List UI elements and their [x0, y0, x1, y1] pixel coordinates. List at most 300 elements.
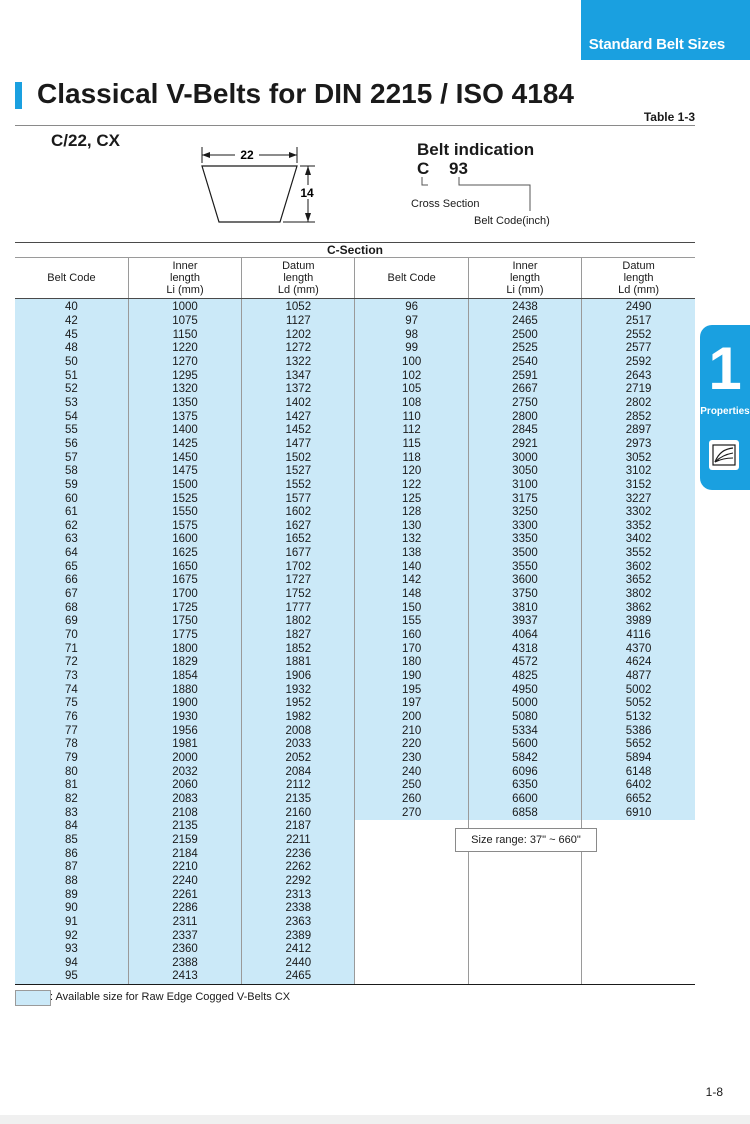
table-row — [15, 793, 695, 807]
page-number: 1-8 — [705, 1085, 723, 1099]
table-cell: 2052 — [242, 752, 355, 766]
table-cell: 2286 — [128, 902, 241, 916]
table-cell: 125 — [355, 492, 468, 506]
table-cell — [582, 929, 695, 943]
table-body — [15, 299, 695, 985]
table-row — [15, 861, 695, 875]
table-cell: 5002 — [582, 683, 695, 697]
table-row — [15, 451, 695, 465]
table-cell: 2465 — [242, 970, 355, 984]
page-title: Classical V-Belts for DIN 2215 / ISO 4184 — [37, 78, 574, 109]
table-cell: 58 — [15, 465, 128, 479]
table-cell — [355, 916, 468, 930]
belt-indication-title: Belt indication — [417, 140, 535, 159]
table-cell: 2337 — [128, 929, 241, 943]
table-cell: 122 — [355, 479, 468, 493]
column-header: Inner length Li (mm) — [468, 258, 581, 299]
indication-section-letter: C — [417, 159, 430, 178]
table-cell: 6148 — [582, 765, 695, 779]
table-cell: 2719 — [582, 383, 695, 397]
belt-size-table — [15, 242, 695, 985]
belt-code-caption: Belt Code(inch) — [474, 215, 550, 227]
table-cell: 2517 — [582, 315, 695, 329]
table-cell: 97 — [355, 315, 468, 329]
table-cell: 1900 — [128, 697, 241, 711]
table-cell: 2240 — [128, 875, 241, 889]
table-row — [15, 369, 695, 383]
table-cell: 2412 — [242, 943, 355, 957]
table-row — [15, 547, 695, 561]
table-cell — [468, 957, 581, 971]
table-cell: 77 — [15, 724, 128, 738]
table-cell: 78 — [15, 738, 128, 752]
table-cell: 2033 — [242, 738, 355, 752]
table-cell: 55 — [15, 424, 128, 438]
table-row — [15, 683, 695, 697]
table-cell: 220 — [355, 738, 468, 752]
table-cell: 88 — [15, 875, 128, 889]
table-row — [15, 642, 695, 656]
header-banner — [581, 0, 750, 60]
banner-title: Standard Belt Sizes — [588, 36, 725, 53]
table-cell: 1270 — [128, 356, 241, 370]
table-cell: 4318 — [468, 642, 581, 656]
table-cell: 2000 — [128, 752, 241, 766]
table-cell: 1552 — [242, 479, 355, 493]
table-cell: 2921 — [468, 438, 581, 452]
belt-cross-section-diagram — [195, 145, 325, 230]
table-cell — [468, 929, 581, 943]
table-cell: 270 — [355, 806, 468, 820]
table-cell: 3000 — [468, 451, 581, 465]
table-row — [15, 424, 695, 438]
table-cell: 2211 — [242, 834, 355, 848]
table-cell: 1602 — [242, 506, 355, 520]
table-cell: 5000 — [468, 697, 581, 711]
table-cell: 4116 — [582, 629, 695, 643]
table-cell: 1956 — [128, 724, 241, 738]
table-cell: 1000 — [128, 299, 241, 315]
table-cell: 2210 — [128, 861, 241, 875]
table-cell: 1400 — [128, 424, 241, 438]
table-cell: 6858 — [468, 806, 581, 820]
table-cell: 3050 — [468, 465, 581, 479]
table-cell: 3802 — [582, 588, 695, 602]
table-cell: 1202 — [242, 328, 355, 342]
table-cell: 3652 — [582, 574, 695, 588]
table-cell: 65 — [15, 560, 128, 574]
table-cell: 190 — [355, 670, 468, 684]
size-range-note: Size range: 37" ~ 660" — [455, 828, 597, 852]
table-cell: 3810 — [468, 601, 581, 615]
table-row — [15, 520, 695, 534]
table-cell: 4950 — [468, 683, 581, 697]
table-cell: 90 — [15, 902, 128, 916]
table-cell: 76 — [15, 711, 128, 725]
chapter-label: Properties — [700, 406, 750, 417]
table-cell: 1372 — [242, 383, 355, 397]
table-cell: 2236 — [242, 847, 355, 861]
table-cell: 1475 — [128, 465, 241, 479]
table-cell: 1295 — [128, 369, 241, 383]
table-cell: 2852 — [582, 410, 695, 424]
table-row — [15, 738, 695, 752]
table-cell: 2008 — [242, 724, 355, 738]
table-cell: 2845 — [468, 424, 581, 438]
table-cell: 75 — [15, 697, 128, 711]
chapter-number: 1 — [708, 335, 742, 402]
table-cell: 3937 — [468, 615, 581, 629]
table-number: Table 1-3 — [643, 110, 695, 124]
column-header: Belt Code — [15, 258, 128, 299]
table-row — [15, 711, 695, 725]
table-cell: 4825 — [468, 670, 581, 684]
table-cell: 62 — [15, 520, 128, 534]
table-row — [15, 560, 695, 574]
cross-section-caption: Cross Section — [411, 198, 480, 210]
table-cell: 52 — [15, 383, 128, 397]
column-header: Belt Code — [355, 258, 468, 299]
table-row — [15, 670, 695, 684]
table-cell: 2389 — [242, 929, 355, 943]
table-cell: 2438 — [468, 299, 581, 315]
table-cell — [582, 902, 695, 916]
table-header-row — [15, 258, 695, 299]
table-cell: 155 — [355, 615, 468, 629]
table-cell: 67 — [15, 588, 128, 602]
table-cell: 71 — [15, 642, 128, 656]
title-accent-bar — [15, 82, 22, 109]
chart-icon — [709, 440, 739, 470]
table-cell: 2292 — [242, 875, 355, 889]
table-cell: 1272 — [242, 342, 355, 356]
table-row — [15, 929, 695, 943]
table-cell: 1322 — [242, 356, 355, 370]
table-row — [15, 752, 695, 766]
table-cell: 118 — [355, 451, 468, 465]
footer-band — [0, 1115, 750, 1124]
table-row — [15, 601, 695, 615]
table-cell: 2338 — [242, 902, 355, 916]
table-cell: 120 — [355, 465, 468, 479]
table-cell: 180 — [355, 656, 468, 670]
table-cell: 51 — [15, 369, 128, 383]
table-cell: 1350 — [128, 397, 241, 411]
table-cell: 2897 — [582, 424, 695, 438]
table-cell: 1450 — [128, 451, 241, 465]
table-row — [15, 410, 695, 424]
table-cell: 1625 — [128, 547, 241, 561]
table-cell — [468, 875, 581, 889]
table-cell: 132 — [355, 533, 468, 547]
table-cell: 53 — [15, 397, 128, 411]
table-row — [15, 574, 695, 588]
table-cell: 3052 — [582, 451, 695, 465]
table-cell: 99 — [355, 342, 468, 356]
table-cell: 2112 — [242, 779, 355, 793]
table-row — [15, 356, 695, 370]
table-cell: 1375 — [128, 410, 241, 424]
table-row — [15, 588, 695, 602]
table-cell: 1075 — [128, 315, 241, 329]
table-cell: 3550 — [468, 560, 581, 574]
table-cell: 96 — [355, 299, 468, 315]
table-cell: 79 — [15, 752, 128, 766]
table-row — [15, 656, 695, 670]
table-cell: 2135 — [128, 820, 241, 834]
column-header: Datum length Ld (mm) — [242, 258, 355, 299]
indication-belt-number: 93 — [449, 159, 468, 178]
table-cell — [582, 847, 695, 861]
table-cell — [355, 929, 468, 943]
table-cell: 6350 — [468, 779, 581, 793]
table-cell: 1880 — [128, 683, 241, 697]
table-cell — [468, 943, 581, 957]
table-row — [15, 943, 695, 957]
table-row — [15, 299, 695, 315]
table-cell: 1347 — [242, 369, 355, 383]
table-section-title: C-Section — [15, 243, 695, 258]
table-cell: 54 — [15, 410, 128, 424]
table-cell: 94 — [15, 957, 128, 971]
table-cell: 6600 — [468, 793, 581, 807]
table-cell: 1752 — [242, 588, 355, 602]
table-row — [15, 724, 695, 738]
table-cell: 50 — [15, 356, 128, 370]
table-cell: 60 — [15, 492, 128, 506]
table-cell: 1829 — [128, 656, 241, 670]
table-cell: 40 — [15, 299, 128, 315]
section-name: C/22, CX — [51, 131, 120, 150]
table-cell: 112 — [355, 424, 468, 438]
table-cell: 1854 — [128, 670, 241, 684]
table-cell: 5080 — [468, 711, 581, 725]
title-divider — [15, 125, 695, 126]
table-row — [15, 342, 695, 356]
table-cell: 2388 — [128, 957, 241, 971]
table-cell: 1725 — [128, 601, 241, 615]
table-cell: 1502 — [242, 451, 355, 465]
table-cell: 1627 — [242, 520, 355, 534]
table-cell: 1952 — [242, 697, 355, 711]
table-cell — [355, 957, 468, 971]
table-cell: 6910 — [582, 806, 695, 820]
table-row — [15, 697, 695, 711]
table-cell: 115 — [355, 438, 468, 452]
table-cell: 100 — [355, 356, 468, 370]
table-cell — [582, 834, 695, 848]
table-row — [15, 397, 695, 411]
table-cell: 3750 — [468, 588, 581, 602]
column-header: Datum length Ld (mm) — [582, 258, 695, 299]
table-row — [15, 916, 695, 930]
table-cell: 1906 — [242, 670, 355, 684]
table-cell — [355, 861, 468, 875]
table-cell: 260 — [355, 793, 468, 807]
table-cell: 105 — [355, 383, 468, 397]
table-cell: 2160 — [242, 806, 355, 820]
table-cell: 1981 — [128, 738, 241, 752]
table-cell: 4572 — [468, 656, 581, 670]
table-cell: 3152 — [582, 479, 695, 493]
table-cell: 2667 — [468, 383, 581, 397]
table-row — [15, 438, 695, 452]
table-cell: 1750 — [128, 615, 241, 629]
table-cell: 3862 — [582, 601, 695, 615]
table-cell: 2465 — [468, 315, 581, 329]
table-cell: 1452 — [242, 424, 355, 438]
table-cell: 210 — [355, 724, 468, 738]
table-cell: 1677 — [242, 547, 355, 561]
table-cell: 1525 — [128, 492, 241, 506]
table-cell: 2591 — [468, 369, 581, 383]
table-row — [15, 806, 695, 820]
table-cell: 2184 — [128, 847, 241, 861]
table-cell: 2084 — [242, 765, 355, 779]
table-cell: 1575 — [128, 520, 241, 534]
column-header: Inner length Li (mm) — [128, 258, 241, 299]
table-cell: 3500 — [468, 547, 581, 561]
table-cell: 1220 — [128, 342, 241, 356]
table-cell: 2135 — [242, 793, 355, 807]
table-cell: 1150 — [128, 328, 241, 342]
table-cell: 1425 — [128, 438, 241, 452]
table-cell: 2083 — [128, 793, 241, 807]
table-cell: 4370 — [582, 642, 695, 656]
table-cell: 1802 — [242, 615, 355, 629]
table-cell: 128 — [355, 506, 468, 520]
table-cell: 200 — [355, 711, 468, 725]
table-cell: 84 — [15, 820, 128, 834]
table-cell: 2313 — [242, 888, 355, 902]
table-cell: 1852 — [242, 642, 355, 656]
table-cell — [582, 957, 695, 971]
table-cell: 2032 — [128, 765, 241, 779]
table-cell: 2750 — [468, 397, 581, 411]
table-cell: 92 — [15, 929, 128, 943]
table-cell: 1320 — [128, 383, 241, 397]
table-cell: 195 — [355, 683, 468, 697]
table-cell: 110 — [355, 410, 468, 424]
table-cell: 2363 — [242, 916, 355, 930]
table-cell: 1727 — [242, 574, 355, 588]
table-cell: 2311 — [128, 916, 241, 930]
table-row — [15, 875, 695, 889]
table-cell: 86 — [15, 847, 128, 861]
table-cell: 3250 — [468, 506, 581, 520]
table-cell: 1800 — [128, 642, 241, 656]
table-cell: 1932 — [242, 683, 355, 697]
table-cell: 5386 — [582, 724, 695, 738]
table-cell — [582, 875, 695, 889]
table-cell: 42 — [15, 315, 128, 329]
table-cell: 2802 — [582, 397, 695, 411]
chapter-tab[interactable] — [700, 325, 750, 490]
table-cell: 197 — [355, 697, 468, 711]
table-cell: 56 — [15, 438, 128, 452]
table-cell: 68 — [15, 601, 128, 615]
table-cell: 69 — [15, 615, 128, 629]
table-cell: 95 — [15, 970, 128, 984]
table-row — [15, 506, 695, 520]
table-cell: 3175 — [468, 492, 581, 506]
table-row — [15, 957, 695, 971]
table-cell: 2262 — [242, 861, 355, 875]
table-cell: 102 — [355, 369, 468, 383]
table-cell: 2577 — [582, 342, 695, 356]
table-cell — [468, 916, 581, 930]
table-cell: 142 — [355, 574, 468, 588]
table-cell: 4624 — [582, 656, 695, 670]
table-cell: 1052 — [242, 299, 355, 315]
table-cell: 2973 — [582, 438, 695, 452]
table-cell: 3100 — [468, 479, 581, 493]
table-cell: 2187 — [242, 820, 355, 834]
table-cell: 4064 — [468, 629, 581, 643]
table-cell: 2525 — [468, 342, 581, 356]
table-row — [15, 888, 695, 902]
table-cell: 57 — [15, 451, 128, 465]
table-cell — [468, 902, 581, 916]
table-cell: 73 — [15, 670, 128, 684]
table-cell: 3989 — [582, 615, 695, 629]
table-cell: 4877 — [582, 670, 695, 684]
table-cell — [582, 888, 695, 902]
table-cell: 1427 — [242, 410, 355, 424]
table-row — [15, 615, 695, 629]
table-cell: 1577 — [242, 492, 355, 506]
table-cell: 230 — [355, 752, 468, 766]
table-cell: 1881 — [242, 656, 355, 670]
table-cell: 5334 — [468, 724, 581, 738]
table-cell: 1650 — [128, 560, 241, 574]
table-cell: 6652 — [582, 793, 695, 807]
table-cell: 5652 — [582, 738, 695, 752]
table-cell: 1600 — [128, 533, 241, 547]
table-row — [15, 970, 695, 984]
table-cell: 2552 — [582, 328, 695, 342]
table-cell: 61 — [15, 506, 128, 520]
table-cell: 1982 — [242, 711, 355, 725]
table-cell: 93 — [15, 943, 128, 957]
table-cell: 2360 — [128, 943, 241, 957]
table-cell — [582, 861, 695, 875]
table-row — [15, 765, 695, 779]
table-cell: 2500 — [468, 328, 581, 342]
table-cell: 6402 — [582, 779, 695, 793]
table-cell: 70 — [15, 629, 128, 643]
table-cell — [355, 847, 468, 861]
table-cell — [582, 820, 695, 834]
table-cell: 250 — [355, 779, 468, 793]
table-cell: 5894 — [582, 752, 695, 766]
table-cell — [582, 916, 695, 930]
table-cell: 1500 — [128, 479, 241, 493]
table-cell: 3352 — [582, 520, 695, 534]
table-cell: 82 — [15, 793, 128, 807]
table-row — [15, 492, 695, 506]
table-cell: 5600 — [468, 738, 581, 752]
table-cell: 72 — [15, 656, 128, 670]
table-cell — [468, 970, 581, 984]
table-cell: 1127 — [242, 315, 355, 329]
table-cell: 170 — [355, 642, 468, 656]
table-cell: 1402 — [242, 397, 355, 411]
table-cell — [582, 970, 695, 984]
table-cell — [582, 943, 695, 957]
table-cell: 1550 — [128, 506, 241, 520]
belt-profile-shape — [202, 166, 297, 222]
